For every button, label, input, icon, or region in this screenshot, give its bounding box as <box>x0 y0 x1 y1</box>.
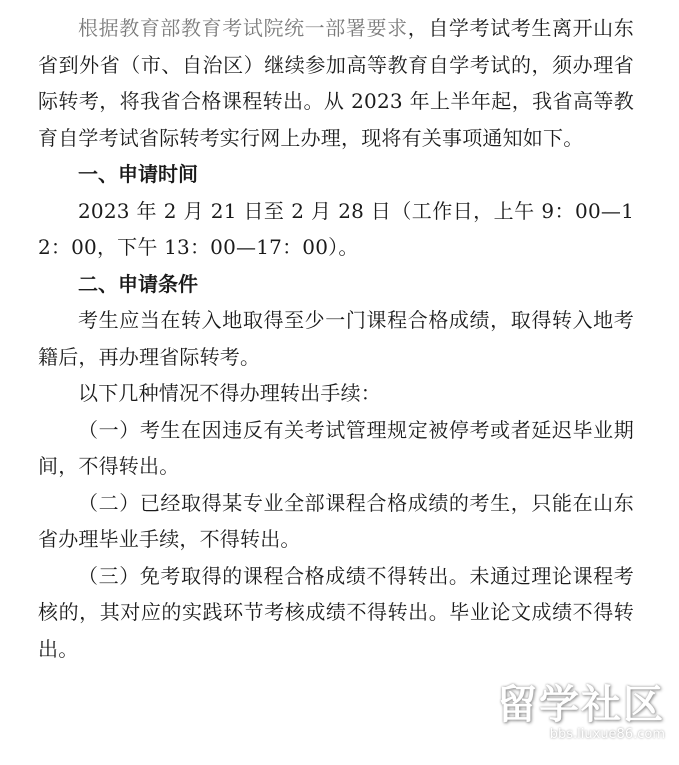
exclusion-item-1: （一）考生在因违反有关考试管理规定被停考或者延迟毕业期间，不得转出。 <box>38 417 634 478</box>
intro-main-text: ，自学考试考生离开山东省到外省（市、自治区）继续参加高等教育自学考试的，须办理省际转考，将我省合格课程转出。从 2023 年上半年起，我省高等教育自学考试省际转考实行网上办理，现将有关事项通知如下。 <box>38 16 634 150</box>
watermark-url: bbs.liuxue86.com <box>549 727 665 742</box>
document-body <box>38 10 634 667</box>
watermark-logo: 留学社区 <box>497 682 665 728</box>
intro-faded-text: 根据教育部教育考试院统一部署要求 <box>78 16 408 40</box>
section-heading-application-time: 一、申请时间 <box>78 162 198 186</box>
conditions-paragraph: 考生应当在转入地取得至少一门课程合格成绩，取得转入地考籍后，再办理省际转考。 <box>38 308 634 369</box>
intro-paragraph <box>38 10 634 156</box>
application-time-paragraph: 2023 年 2 月 21 日至 2 月 28 日（工作日，上午 9：00—12：00，下午 13：00—17：00）。 <box>38 198 634 259</box>
section-heading-application-conditions: 二、申请条件 <box>78 271 198 296</box>
site-watermark <box>495 683 665 753</box>
exclusion-item-3: （三）免考取得的课程合格成绩不得转出。未通过理论课程考核的，其对应的实践环节考核成绩不得转出。毕业论文成绩不得转出。 <box>38 563 634 661</box>
exclusion-item-2: （二）已经取得某专业全部课程合格成绩的考生，只能在山东省办理毕业手续，不得转出。 <box>38 490 634 551</box>
exclusions-intro-paragraph: 以下几种情况不得办理转出手续： <box>78 381 381 405</box>
